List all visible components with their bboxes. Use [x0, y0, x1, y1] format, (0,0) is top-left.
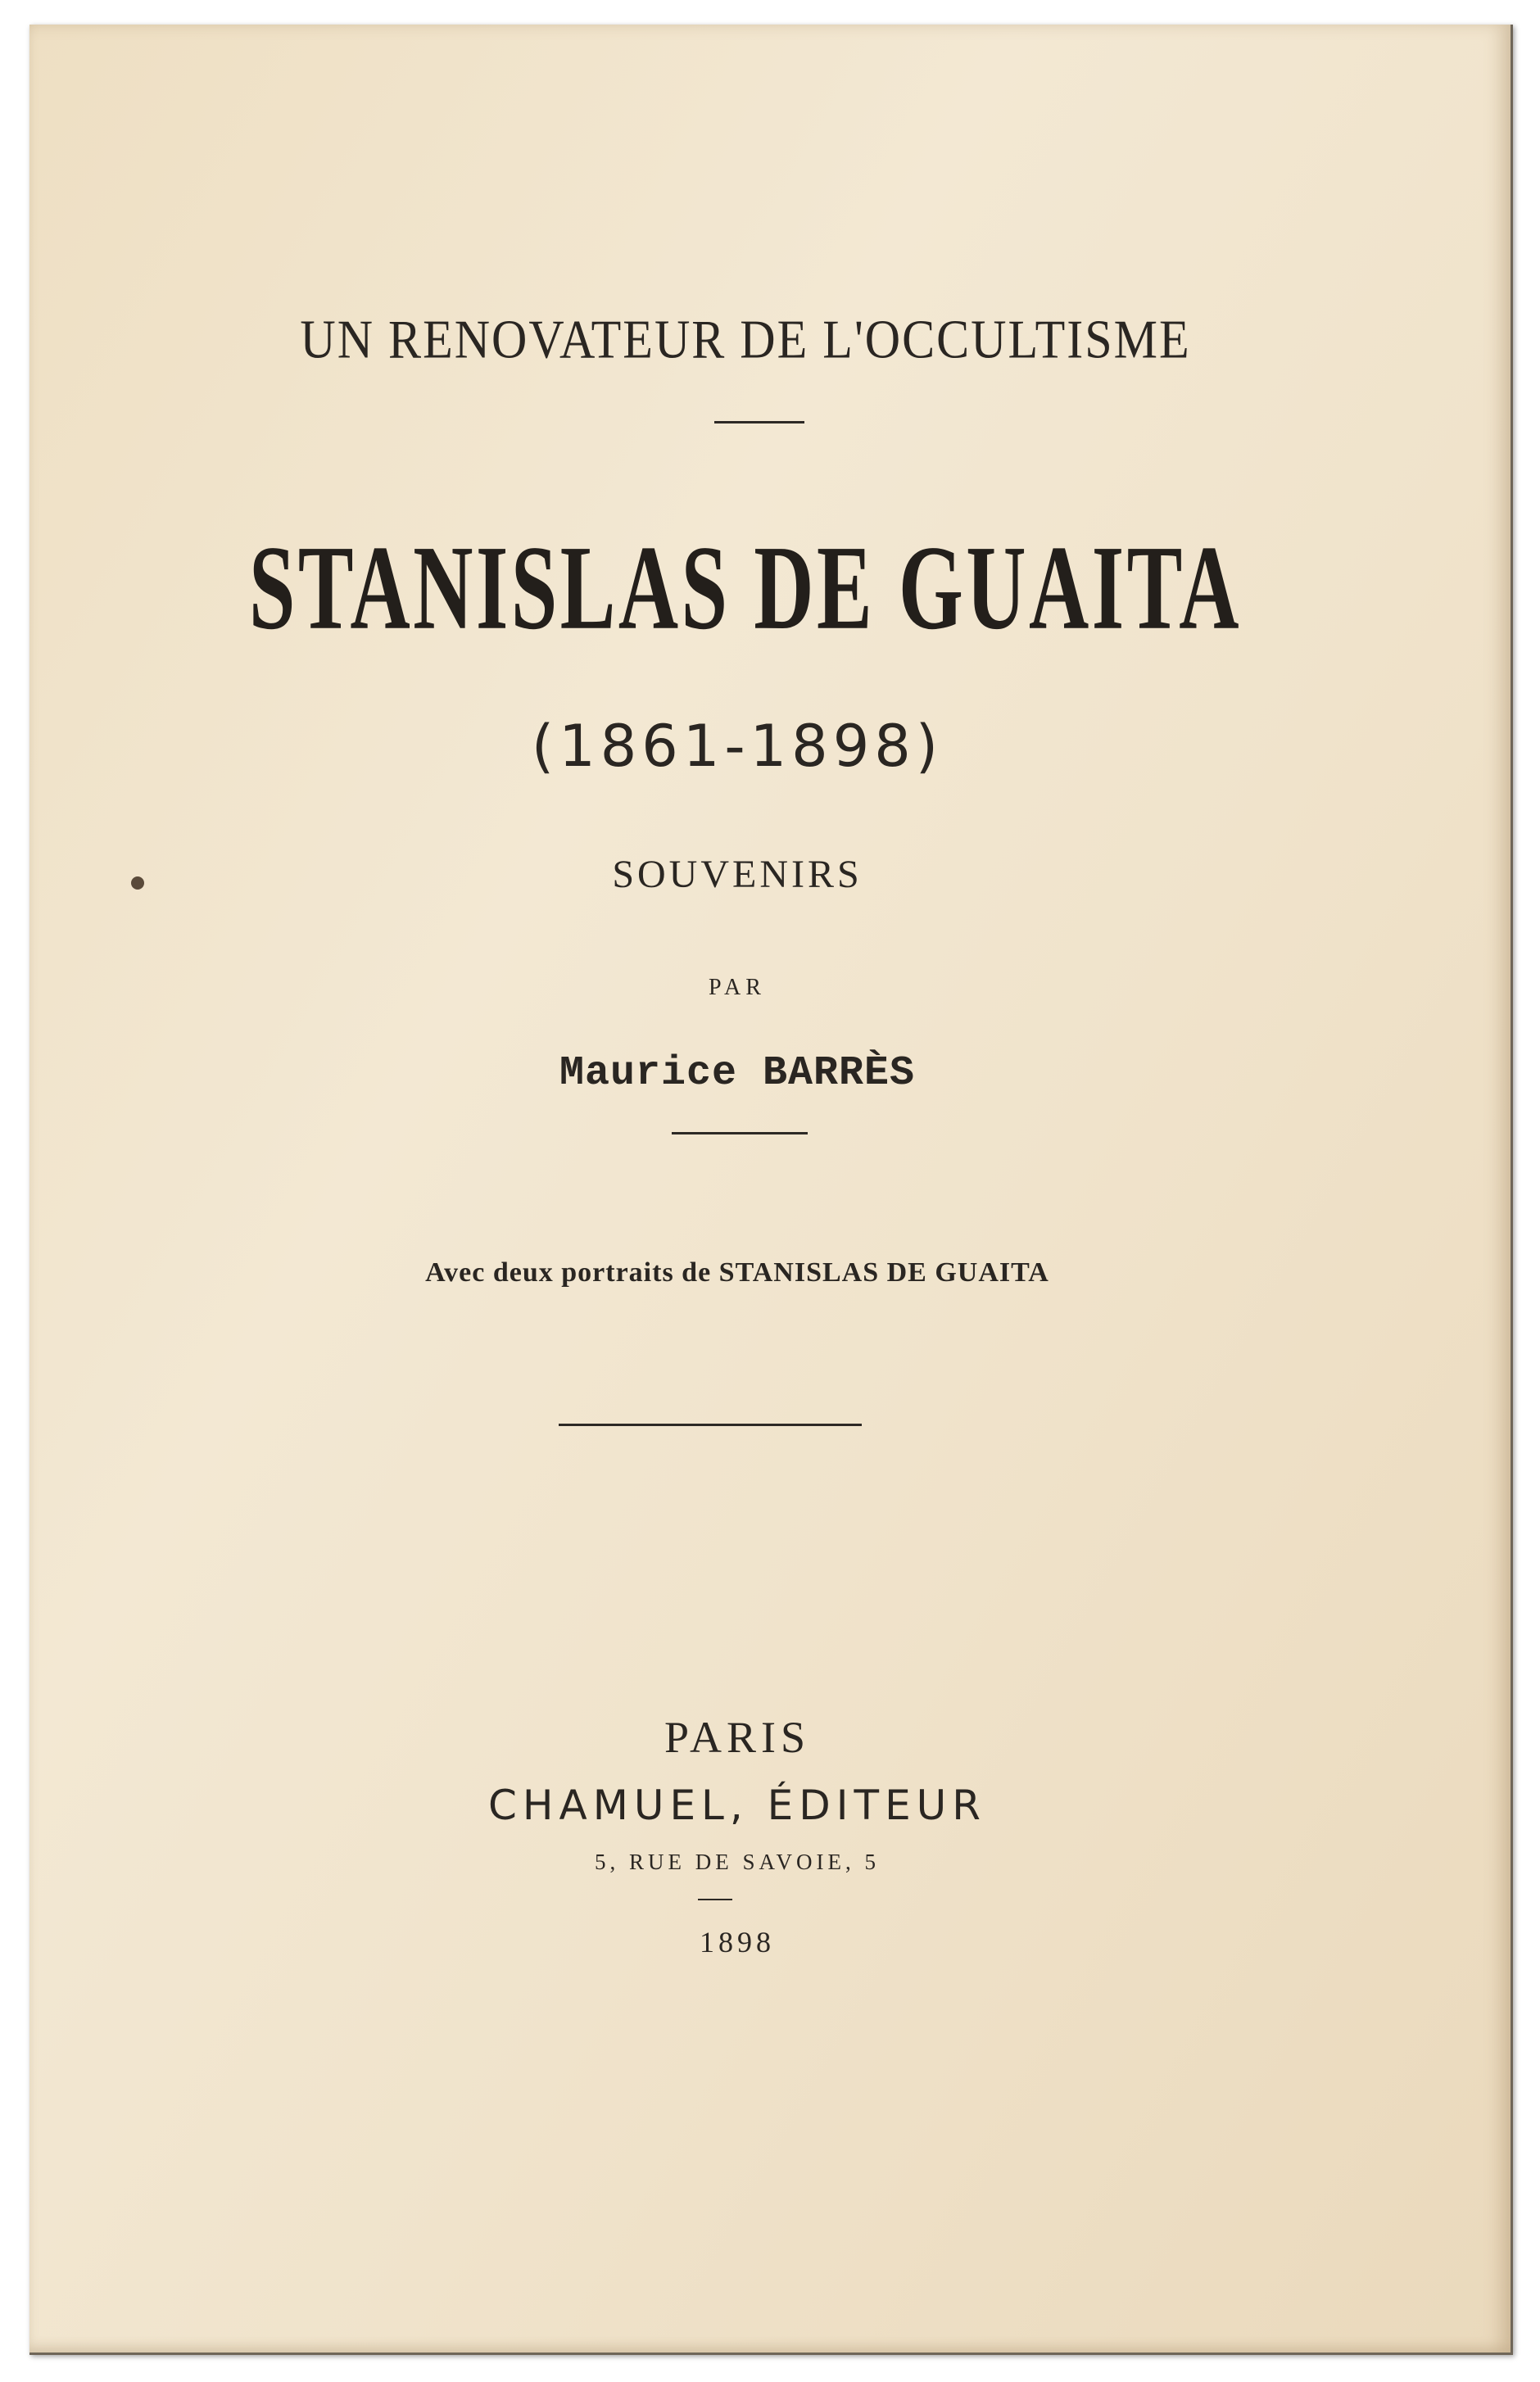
publisher-name: CHAMUEL, ÉDITEUR [488, 1782, 986, 1829]
publisher-address: 5, RUE DE SAVOIE, 5 [594, 1850, 880, 1874]
publication-year: 1898 [700, 1926, 775, 1959]
publication-city: PARIS [664, 1713, 811, 1762]
book-title: STANISLAS DE GUAITA [248, 520, 1243, 655]
rule-4 [698, 1899, 732, 1900]
title-page [29, 25, 1513, 2355]
author-name: Maurice BARRÈS [559, 1050, 916, 1097]
life-dates: (1861-1898) [531, 713, 944, 780]
rule-3 [559, 1424, 862, 1426]
subtitle: UN RENOVATEUR DE L'OCCULTISME [300, 308, 1191, 369]
by-label: PAR [709, 975, 766, 1000]
rule-2 [672, 1132, 808, 1134]
genre-label: SOUVENIRS [612, 853, 863, 896]
rule-1 [714, 421, 804, 423]
portraits-note: Avec deux portraits de STANISLAS DE GUAITA [425, 1257, 1049, 1288]
